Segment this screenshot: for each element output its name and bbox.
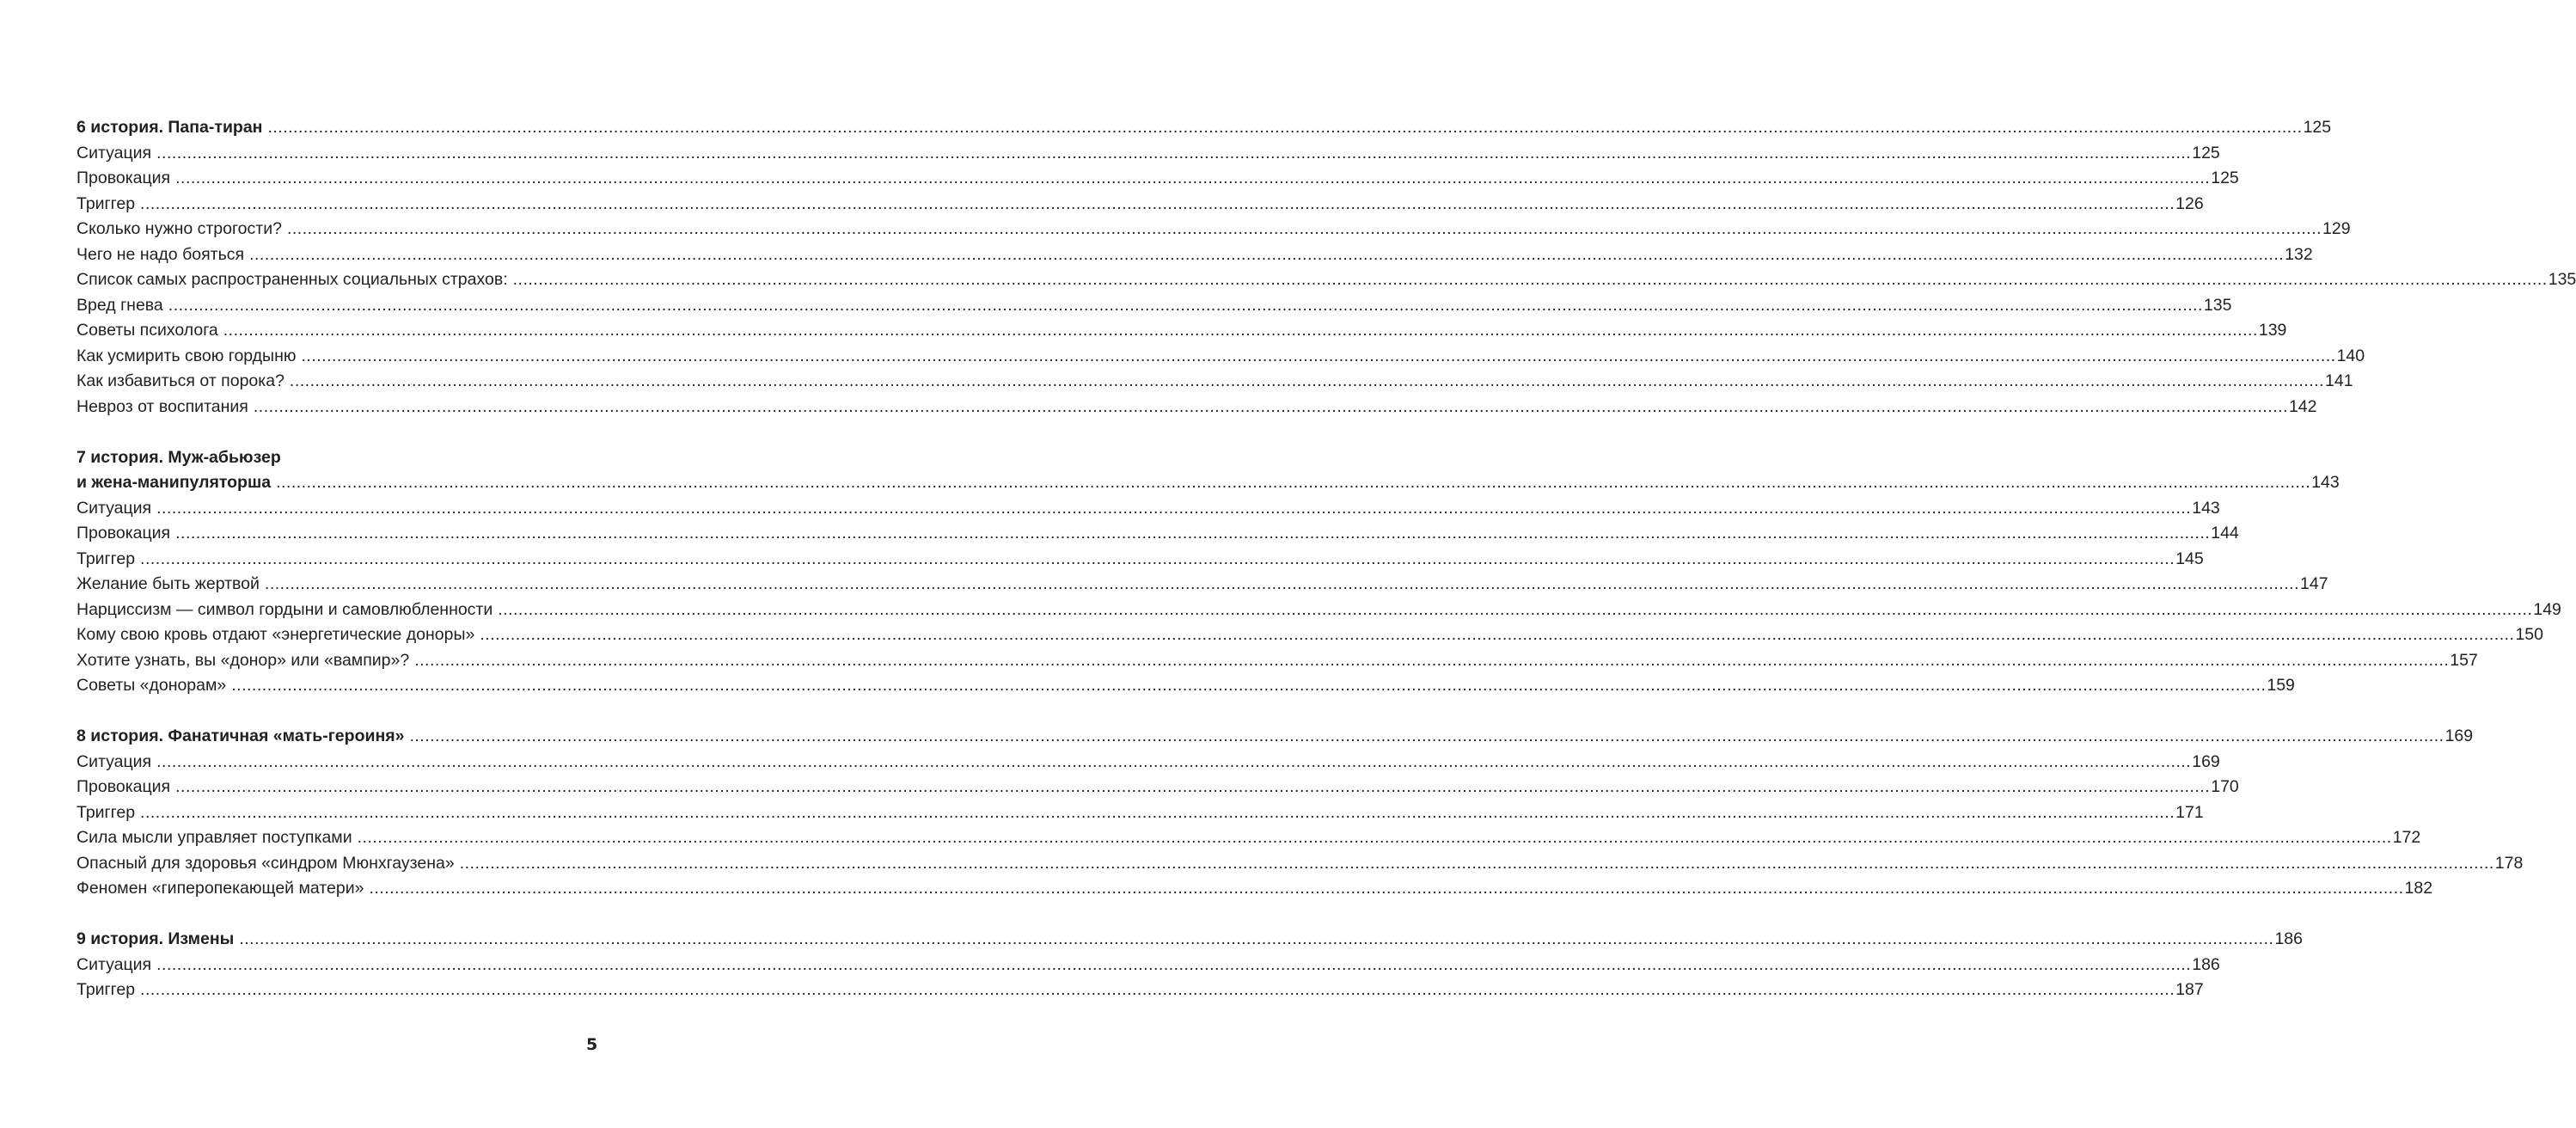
dot-leader: ................................................................................................................................................................................................................................................................................................................................................................................................................ — [223, 321, 2258, 340]
dot-leader: ................................................................................................................................................................................................................................................................................................................................................................................................................ — [140, 980, 2175, 999]
entry-title: Триггер — [76, 802, 136, 822]
toc-entry — [76, 496, 2220, 522]
toc-chapter-entry — [76, 115, 2332, 141]
toc-chapter-entry — [76, 470, 2340, 496]
entry-page-number: 187 — [2175, 980, 2204, 999]
toc-entry — [76, 648, 2478, 674]
entry-page-number: 135 — [2548, 270, 2576, 289]
entry-title: Ситуация — [76, 143, 152, 162]
entry-page-number: 169 — [2444, 726, 2474, 745]
toc-entry — [76, 800, 2204, 826]
toc-entry — [76, 598, 2561, 623]
dot-leader: ................................................................................................................................................................................................................................................................................................................................................................................................................ — [409, 726, 2444, 745]
dot-leader: ................................................................................................................................................................................................................................................................................................................................................................................................................ — [249, 244, 2285, 264]
entry-title: 7 история. Муж-абьюзер — [76, 447, 281, 467]
entry-page-number: 126 — [2175, 193, 2204, 213]
table-of-contents — [76, 115, 2576, 1028]
entry-title: Невроз от воспитания — [76, 396, 248, 416]
dot-leader: ................................................................................................................................................................................................................................................................................................................................................................................................................ — [175, 524, 2211, 543]
entry-title: Советы «донорам» — [76, 676, 227, 695]
dot-leader: ................................................................................................................................................................................................................................................................................................................................................................................................................ — [286, 219, 2322, 238]
dot-leader: ................................................................................................................................................................................................................................................................................................................................................................................................................ — [480, 625, 2515, 644]
dot-leader: ................................................................................................................................................................................................................................................................................................................................................................................................................ — [267, 118, 2303, 137]
dot-leader: ................................................................................................................................................................................................................................................................................................................................................................................................................ — [301, 346, 2336, 365]
entry-page-number: 169 — [2192, 751, 2220, 771]
entry-page-number: 171 — [2175, 802, 2204, 822]
toc-entry — [76, 572, 2328, 598]
entry-title: и жена-манипуляторша — [76, 473, 272, 492]
dot-leader: ................................................................................................................................................................................................................................................................................................................................................................................................................ — [156, 498, 2192, 518]
toc-entry — [76, 622, 2543, 648]
entry-title: Феномен «гиперопекающей матери» — [76, 879, 364, 898]
toc-entry — [76, 395, 2317, 420]
entry-page-number: 147 — [2300, 574, 2328, 593]
entry-page-number: 178 — [2494, 853, 2524, 873]
toc-entry — [76, 242, 2313, 268]
toc-entry — [76, 953, 2220, 978]
toc-section — [76, 115, 2576, 420]
dot-leader: ................................................................................................................................................................................................................................................................................................................................................................................................................ — [231, 676, 2267, 695]
entry-title: 8 история. Фанатичная «мать-героиня» — [76, 726, 405, 745]
entry-title: Список самых распространенных социальных страхов: — [76, 270, 508, 289]
dot-leader: ................................................................................................................................................................................................................................................................................................................................................................................................................ — [459, 853, 2494, 873]
dot-leader: ................................................................................................................................................................................................................................................................................................................................................................................................................ — [276, 473, 2311, 492]
entry-page-number: 125 — [2192, 143, 2220, 162]
entry-title: Сила мысли управляет поступками — [76, 828, 352, 847]
toc-entry — [76, 141, 2220, 167]
toc-entry — [76, 521, 2239, 547]
entry-page-number: 149 — [2533, 599, 2561, 619]
entry-page-number: 132 — [2285, 244, 2313, 264]
toc-section — [76, 445, 2561, 699]
dot-leader: ................................................................................................................................................................................................................................................................................................................................................................................................................ — [156, 954, 2192, 974]
entry-title: Вред гнева — [76, 295, 163, 315]
entry-page-number: 182 — [2404, 879, 2433, 898]
dot-leader: ................................................................................................................................................................................................................................................................................................................................................................................................................ — [156, 751, 2192, 771]
dot-leader: ................................................................................................................................................................................................................................................................................................................................................................................................................ — [175, 169, 2211, 187]
entry-title: Ситуация — [76, 498, 152, 518]
toc-entry — [76, 166, 2239, 192]
entry-title: Триггер — [76, 980, 136, 999]
entry-title: Ситуация — [76, 751, 152, 771]
entry-page-number: 157 — [2450, 650, 2478, 670]
toc-entry — [76, 217, 2351, 242]
entry-page-number: 145 — [2175, 549, 2204, 568]
toc-chapter-entry — [76, 724, 2474, 750]
entry-page-number: 141 — [2325, 371, 2353, 390]
entry-title: Провокация — [76, 777, 171, 796]
page-number: 5 — [586, 1035, 598, 1054]
entry-page-number: 144 — [2211, 524, 2239, 543]
entry-page-number: 135 — [2203, 295, 2232, 315]
entry-title: Как избавиться от порока? — [76, 371, 285, 390]
dot-leader: ................................................................................................................................................................................................................................................................................................................................................................................................................ — [140, 193, 2175, 213]
entry-title: Сколько нужно строгости? — [76, 219, 282, 238]
entry-title: Кому свою кровь отдают «энергетические доноры» — [76, 625, 475, 644]
toc-entry — [76, 851, 2524, 877]
toc-entry — [76, 267, 2576, 293]
dot-leader: ................................................................................................................................................................................................................................................................................................................................................................................................................ — [156, 143, 2192, 162]
entry-page-number: 150 — [2515, 625, 2543, 644]
entry-title: Советы психолога — [76, 321, 218, 340]
entry-page-number: 129 — [2322, 219, 2351, 238]
entry-title: 9 история. Измены — [76, 929, 235, 948]
toc-entry — [76, 825, 2421, 851]
entry-page-number: 140 — [2336, 346, 2365, 365]
entry-title: Нарциссизм — символ гордыни и самовлюбленности — [76, 599, 493, 619]
entry-page-number: 143 — [2192, 498, 2220, 518]
toc-section — [76, 724, 2524, 902]
entry-title: Чего не надо бояться — [76, 244, 245, 264]
entry-title: Желание быть жертвой — [76, 574, 260, 593]
dot-leader: ................................................................................................................................................................................................................................................................................................................................................................................................................ — [140, 802, 2175, 822]
dot-leader: ................................................................................................................................................................................................................................................................................................................................................................................................................ — [512, 270, 2548, 289]
dot-leader: ................................................................................................................................................................................................................................................................................................................................................................................................................ — [168, 295, 2203, 315]
toc-entry — [76, 547, 2204, 573]
dot-leader: ................................................................................................................................................................................................................................................................................................................................................................................................................ — [264, 574, 2300, 593]
entry-page-number: 186 — [2274, 929, 2303, 948]
dot-leader: ................................................................................................................................................................................................................................................................................................................................................................................................................ — [253, 396, 2288, 416]
entry-page-number: 143 — [2311, 473, 2340, 492]
entry-page-number: 139 — [2258, 321, 2287, 340]
entry-title: Как усмирить свою гордыню — [76, 346, 297, 365]
toc-chapter-entry — [76, 927, 2303, 953]
toc-entry — [76, 978, 2204, 1003]
toc-entry — [76, 876, 2433, 902]
entry-title: Провокация — [76, 524, 171, 543]
dot-leader: ................................................................................................................................................................................................................................................................................................................................................................................................................ — [369, 879, 2404, 898]
entry-title: Триггер — [76, 549, 136, 568]
entry-title: Ситуация — [76, 954, 152, 974]
entry-page-number: 172 — [2392, 828, 2421, 847]
toc-section — [76, 927, 2303, 1003]
toc-entry — [76, 750, 2220, 776]
dot-leader: ................................................................................................................................................................................................................................................................................................................................................................................................................ — [140, 549, 2175, 568]
entry-page-number: 186 — [2192, 954, 2220, 974]
toc-entry — [76, 673, 2295, 699]
toc-chapter-entry — [76, 445, 585, 471]
toc-entry — [76, 318, 2287, 344]
dot-leader: ................................................................................................................................................................................................................................................................................................................................................................................................................ — [289, 371, 2325, 390]
toc-entry — [76, 293, 2232, 319]
dot-leader: ................................................................................................................................................................................................................................................................................................................................................................................................................ — [239, 929, 2274, 948]
entry-page-number: 125 — [2211, 169, 2239, 187]
entry-page-number: 125 — [2303, 118, 2332, 137]
entry-title: Хотите узнать, вы «донор» или «вампир»? — [76, 650, 410, 670]
entry-page-number: 142 — [2288, 396, 2317, 416]
entry-title: 6 история. Папа-тиран — [76, 118, 263, 137]
dot-leader: ................................................................................................................................................................................................................................................................................................................................................................................................................ — [498, 599, 2533, 619]
entry-page-number: 159 — [2267, 676, 2295, 695]
dot-leader: ................................................................................................................................................................................................................................................................................................................................................................................................................ — [175, 777, 2211, 796]
toc-entry — [76, 192, 2204, 218]
dot-leader: ................................................................................................................................................................................................................................................................................................................................................................................................................ — [357, 828, 2392, 847]
entry-title: Провокация — [76, 169, 171, 187]
toc-entry — [76, 344, 2365, 370]
entry-title: Триггер — [76, 193, 136, 213]
dot-leader: ................................................................................................................................................................................................................................................................................................................................................................................................................ — [414, 650, 2450, 670]
entry-title: Опасный для здоровья «синдром Мюнхгаузена» — [76, 853, 455, 873]
toc-entry — [76, 369, 2353, 395]
toc-entry — [76, 775, 2239, 800]
entry-page-number: 170 — [2211, 777, 2239, 796]
